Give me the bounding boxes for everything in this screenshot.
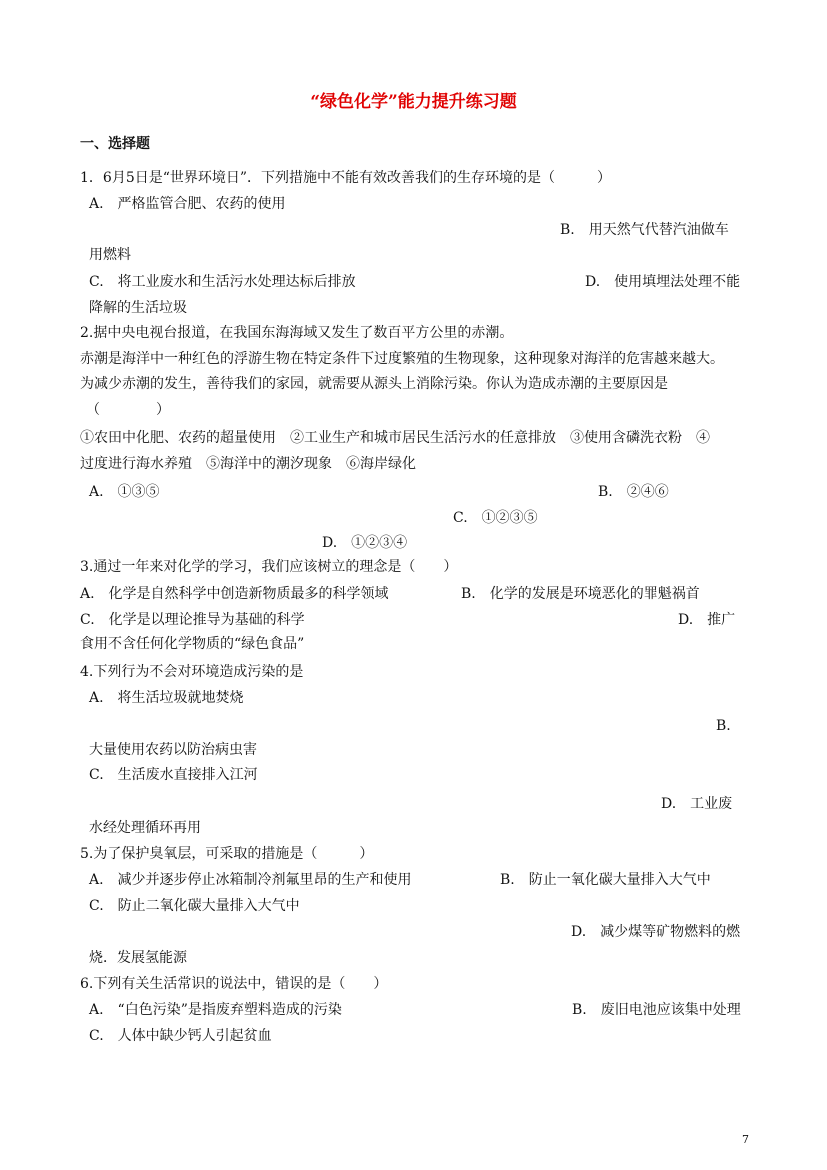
- q2-option-b: B. ②④⑥: [598, 484, 669, 500]
- q4-option-d-cont: 水经处理循环再用: [89, 820, 201, 836]
- q5-option-b: B. 防止一氧化碳大量排入大气中: [500, 872, 711, 888]
- q5-option-d-cont: 烧．发展氢能源: [89, 950, 187, 966]
- q2-option-c: C. ①②③⑤: [453, 510, 538, 526]
- q4-option-d: D. 工业废: [661, 796, 733, 812]
- q1-option-b: B. 用天然气代替汽油做车: [560, 222, 729, 238]
- q6-option-c: C. 人体中缺少钙人引起贫血: [89, 1028, 272, 1044]
- q5-option-d: D. 减少煤等矿物燃料的燃: [571, 924, 741, 940]
- question-2-text: 为减少赤潮的发生，善待我们的家园，就需要从源头上消除污染。你认为造成赤潮的主要原因是: [80, 376, 668, 392]
- q3-option-d-cont: 食用不含任何化学物质的“绿色食品”: [80, 636, 305, 652]
- section-heading: 一、选择题: [80, 136, 150, 152]
- q4-option-b-cont: 大量使用农药以防治病虫害: [89, 742, 257, 758]
- q1-option-c: C. 将工业废水和生活污水处理达标后排放: [89, 274, 356, 290]
- q4-option-b: B.: [716, 718, 731, 734]
- q1-option-d: D. 使用填埋法处理不能: [585, 274, 741, 290]
- question-2: 2.据中央电视台报道，在我国东海海域又发生了数百平方公里的赤潮。: [80, 325, 514, 341]
- question-2-items: ①农田中化肥、农药的超量使用 ②工业生产和城市居民生活污水的任意排放 ③使用含磷洗衣粉 ④: [80, 430, 710, 446]
- q2-option-a: A. ①③⑤: [89, 484, 160, 500]
- q5-option-a: A. 减少并逐步停止冰箱制冷剂氟里昂的生产和使用: [89, 872, 412, 888]
- q6-option-b: B. 废旧电池应该集中处理: [572, 1002, 741, 1018]
- q3-option-a: A. 化学是自然科学中创造新物质最多的科学领域: [80, 586, 389, 602]
- q3-option-d: D. 推广: [678, 612, 736, 628]
- answer-blank: （ ）: [86, 402, 170, 418]
- page-number: 7: [742, 1133, 749, 1146]
- q2-option-d: D. ①②③④: [322, 535, 408, 551]
- q6-option-a: A. “白色污染”是指废弃塑料造成的污染: [89, 1002, 342, 1018]
- q4-option-c: C. 生活废水直接排入江河: [89, 767, 258, 783]
- q5-option-c: C. 防止二氧化碳大量排入大气中: [89, 898, 300, 914]
- question-2-items: 过度进行海水养殖 ⑤海洋中的潮汐现象 ⑥海岸绿化: [80, 456, 416, 472]
- q3-option-c: C. 化学是以理论推导为基础的科学: [80, 612, 305, 628]
- document-title: “绿色化学”能力提升练习题: [310, 92, 517, 112]
- q1-option-a: A. 严格监管合肥、农药的使用: [89, 196, 286, 212]
- q1-option-b-cont: 用燃料: [89, 247, 131, 263]
- q4-option-a: A. 将生活垃圾就地焚烧: [89, 690, 244, 706]
- q3-option-b: B. 化学的发展是环境恶化的罪魁祸首: [461, 586, 700, 602]
- question-4: 4.下列行为不会对环境造成污染的是: [80, 664, 304, 680]
- question-2-text: 赤潮是海洋中一种红色的浮游生物在特定条件下过度繁殖的生物现象，这种现象对海洋的危害越来越大。: [80, 351, 724, 367]
- q1-option-d-cont: 降解的生活垃圾: [89, 300, 187, 316]
- question-3: 3.通过一年来对化学的学习，我们应该树立的理念是（ ）: [80, 559, 458, 575]
- question-1: 1．6月5日是“世界环境日”．下列措施中不能有效改善我们的生存环境的是（ ）: [80, 170, 612, 186]
- question-6: 6.下列有关生活常识的说法中，错误的是（ ）: [80, 976, 388, 992]
- question-5: 5.为了保护臭氧层，可采取的措施是（ ）: [80, 846, 374, 862]
